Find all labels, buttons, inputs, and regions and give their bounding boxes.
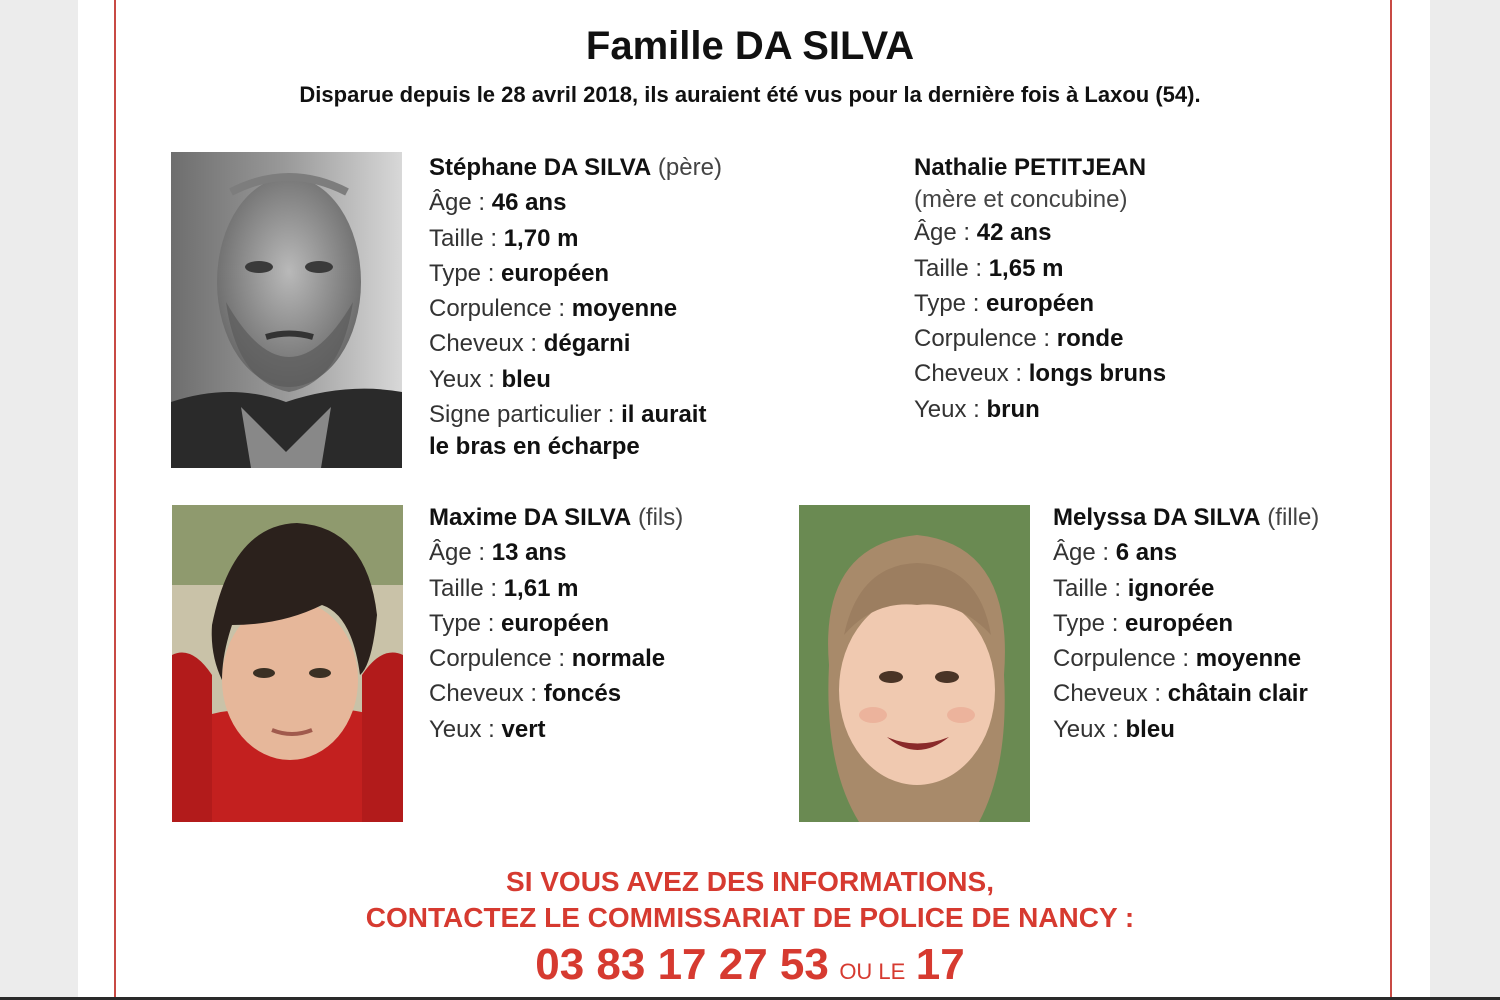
person-name: Nathalie PETITJEAN — [914, 154, 1147, 181]
type-row — [914, 286, 1166, 321]
sign-row — [429, 397, 722, 432]
info-melyssa — [1053, 500, 1319, 747]
build-row — [429, 291, 722, 326]
type-row — [429, 606, 683, 641]
height-label: Taille : — [429, 224, 504, 252]
info-nathalie — [914, 150, 1166, 427]
sign-value-1: il aurait — [621, 401, 707, 429]
height-label: Taille : — [914, 254, 989, 282]
height-value: 1,70 m — [503, 224, 579, 252]
person-name-row — [1053, 500, 1319, 535]
info-stephane — [429, 150, 722, 462]
build-label: Corpulence : — [429, 645, 572, 673]
type-value: européen — [501, 609, 610, 637]
type-value: européen — [986, 289, 1095, 317]
age-row — [429, 535, 683, 570]
age-label: Âge : — [914, 219, 977, 247]
build-row — [1053, 641, 1319, 676]
poster-title: Famille DA SILVA — [585, 24, 915, 68]
type-value: européen — [1125, 609, 1234, 637]
poster-frame-left — [114, 0, 116, 1000]
hair-label: Cheveux : — [1053, 680, 1168, 708]
age-label: Âge : — [429, 189, 492, 217]
build-label: Corpulence : — [1053, 645, 1196, 673]
eyes-value: bleu — [1125, 715, 1175, 743]
age-label: Âge : — [429, 539, 492, 567]
sign-value-2: le bras en écharpe — [429, 433, 640, 461]
photo-maxime — [172, 505, 403, 822]
build-row — [914, 321, 1166, 356]
type-row — [429, 256, 722, 291]
hair-value: dégarni — [543, 330, 631, 358]
type-label: Type : — [429, 259, 502, 287]
contact-line-2: CONTACTEZ LE COMMISSARIAT DE POLICE DE NANCY : — [365, 902, 1135, 933]
age-value: 13 ans — [491, 539, 567, 567]
eyes-label: Yeux : — [914, 395, 987, 423]
contact-line-1: SI VOUS AVEZ DES INFORMATIONS, — [506, 866, 994, 897]
photo-stephane — [171, 152, 402, 468]
contact-phone-line — [0, 940, 1500, 990]
type-value: européen — [501, 259, 610, 287]
person-relation-row — [914, 185, 1166, 215]
height-label: Taille : — [429, 574, 504, 602]
or-connector: OU LE — [839, 959, 906, 984]
height-value: ignorée — [1127, 574, 1215, 602]
person-name: Melyssa DA SILVA — [1053, 504, 1261, 531]
sign-label: Signe particulier : — [429, 401, 622, 429]
hair-value: foncés — [543, 680, 622, 708]
age-label: Âge : — [1053, 539, 1116, 567]
person-relation: (fils) — [637, 504, 684, 531]
eyes-value: vert — [501, 715, 546, 743]
type-label: Type : — [1053, 609, 1126, 637]
photo-melyssa — [799, 505, 1030, 822]
emergency-number: 17 — [915, 940, 965, 989]
eyes-row — [914, 392, 1166, 427]
age-row — [1053, 535, 1319, 570]
build-row — [429, 641, 683, 676]
age-row — [429, 185, 722, 220]
hair-label: Cheveux : — [914, 360, 1029, 388]
person-name: Maxime DA SILVA — [429, 504, 632, 531]
eyes-label: Yeux : — [1053, 715, 1126, 743]
height-row — [429, 221, 722, 256]
age-value: 42 ans — [976, 219, 1052, 247]
hair-label: Cheveux : — [429, 330, 544, 358]
build-value: moyenne — [1195, 645, 1302, 673]
sign-row-2 — [429, 432, 722, 462]
build-value: normale — [571, 645, 666, 673]
height-label: Taille : — [1053, 574, 1128, 602]
age-value: 46 ans — [491, 189, 567, 217]
height-row — [1053, 571, 1319, 606]
poster-frame-right — [1390, 0, 1392, 1000]
hair-row — [429, 676, 683, 711]
build-value: ronde — [1056, 325, 1124, 353]
person-relation: (fille) — [1267, 504, 1320, 531]
eyes-row — [1053, 712, 1319, 747]
hair-value: châtain clair — [1167, 680, 1308, 708]
hair-row — [914, 356, 1166, 391]
hair-label: Cheveux : — [429, 680, 544, 708]
hair-value: longs bruns — [1028, 360, 1167, 388]
poster-subtitle: Disparue depuis le 28 avril 2018, ils auraient été vus pour la dernière fois à Laxou (54). — [299, 82, 1201, 107]
build-value: moyenne — [571, 295, 678, 323]
person-relation: (mère et concubine) — [914, 186, 1128, 214]
height-value: 1,65 m — [988, 254, 1064, 282]
height-value: 1,61 m — [503, 574, 579, 602]
age-row — [914, 215, 1166, 250]
eyes-value: brun — [986, 395, 1040, 423]
type-row — [1053, 606, 1319, 641]
hair-row — [1053, 676, 1319, 711]
person-name: Stéphane DA SILVA — [429, 154, 652, 181]
type-label: Type : — [429, 609, 502, 637]
type-label: Type : — [914, 289, 987, 317]
info-maxime — [429, 500, 683, 747]
eyes-label: Yeux : — [429, 715, 502, 743]
hair-row — [429, 326, 722, 361]
person-name-row — [914, 150, 1166, 185]
eyes-row — [429, 362, 722, 397]
age-value: 6 ans — [1115, 539, 1178, 567]
eyes-label: Yeux : — [429, 365, 502, 393]
build-label: Corpulence : — [914, 325, 1057, 353]
person-name-row — [429, 150, 722, 185]
height-row — [429, 571, 683, 606]
eyes-value: bleu — [501, 365, 551, 393]
build-label: Corpulence : — [429, 295, 572, 323]
police-phone-number: 03 83 17 27 53 — [535, 940, 829, 989]
person-relation: (père) — [657, 154, 722, 181]
person-name-row — [429, 500, 683, 535]
height-row — [914, 251, 1166, 286]
eyes-row — [429, 712, 683, 747]
